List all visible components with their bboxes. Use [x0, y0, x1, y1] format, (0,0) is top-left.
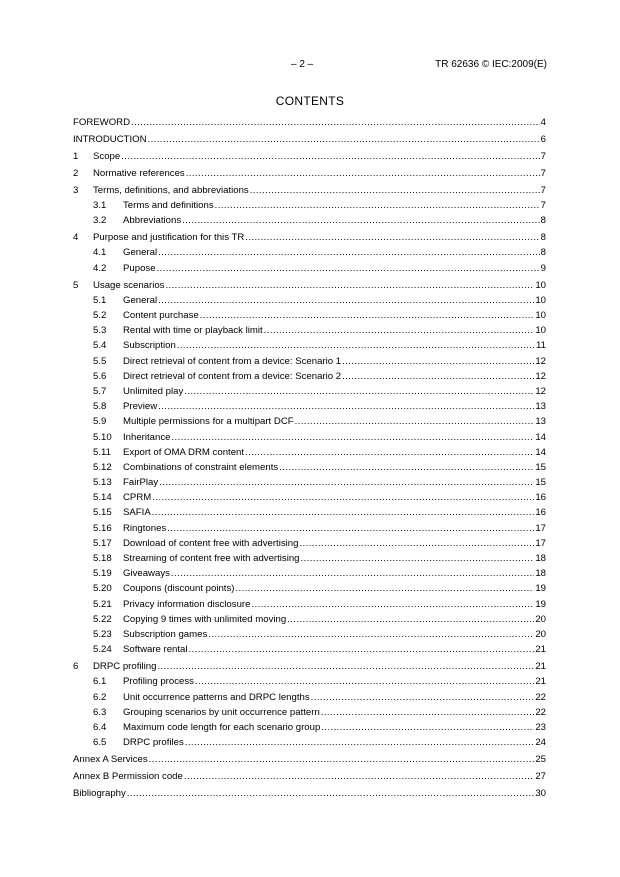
- dot-leader: [171, 432, 534, 443]
- toc-entry-number: 5.7: [93, 385, 107, 397]
- toc-entry-number: 5.9: [93, 416, 107, 428]
- toc-entry-page: 7: [540, 184, 546, 196]
- toc-entry[interactable]: [73, 754, 546, 769]
- dot-leader: [158, 295, 534, 306]
- dot-leader: [342, 371, 534, 382]
- toc-entry-page: 21: [535, 661, 546, 673]
- toc-entry-title: Content purchase: [123, 310, 199, 322]
- toc-entry-number: 2: [73, 167, 79, 179]
- toc-entry-title: Normative references: [93, 167, 185, 179]
- dot-leader: [152, 492, 534, 503]
- toc-entry[interactable]: [73, 492, 546, 507]
- toc-entry-number: 6.5: [93, 737, 107, 749]
- dot-leader: [185, 737, 535, 748]
- toc-entry-page: 4: [540, 117, 546, 128]
- toc-entry-page: 23: [535, 721, 546, 733]
- toc-entry-number: 5.6: [93, 370, 107, 382]
- toc-entry-number: 5.12: [93, 461, 112, 473]
- toc-entry-title: Combinations of constraint elements: [123, 461, 279, 473]
- toc-entry-number: 5.15: [93, 507, 112, 519]
- contents-heading: CONTENTS: [275, 94, 345, 108]
- toc-entry[interactable]: [73, 722, 546, 737]
- toc-entry[interactable]: [73, 523, 546, 538]
- toc-entry[interactable]: [73, 356, 546, 371]
- toc-entry-page: 15: [535, 461, 546, 473]
- toc-entry[interactable]: [73, 310, 546, 325]
- toc-entry-number: 5.10: [93, 431, 112, 443]
- toc-entry-number: 4: [73, 232, 79, 244]
- toc-entry-title: Profiling process: [123, 676, 194, 688]
- toc-entry-number: 5.14: [93, 492, 112, 504]
- toc-entry-number: 6: [73, 661, 79, 673]
- dot-leader: [182, 215, 540, 226]
- toc-entry[interactable]: [73, 117, 546, 132]
- toc-entry-title: Rental with time or playback limit: [123, 325, 263, 337]
- toc-entry-page: 13: [535, 416, 546, 428]
- toc-entry-number: 5.24: [93, 644, 112, 656]
- toc-entry-page: 8: [540, 215, 546, 227]
- toc-entry[interactable]: [73, 200, 546, 215]
- dot-leader: [158, 401, 534, 412]
- toc-entry[interactable]: [73, 507, 546, 522]
- toc-entry-page: 19: [535, 583, 546, 595]
- toc-entry-page: 10: [535, 279, 546, 291]
- toc-entry[interactable]: [73, 416, 546, 431]
- toc-entry-number: 3.1: [93, 200, 107, 212]
- toc-entry-page: 14: [535, 446, 546, 458]
- toc-entry[interactable]: [73, 263, 546, 278]
- toc-entry-title: Download of content free with advertising: [123, 537, 299, 549]
- toc-entry-page: 7: [540, 167, 546, 179]
- toc-entry[interactable]: [73, 151, 546, 166]
- toc-entry-title: Export of OMA DRM content: [123, 446, 245, 458]
- dot-leader: [235, 583, 534, 594]
- toc-entry-number: 5.5: [93, 355, 107, 367]
- dot-leader: [251, 599, 534, 610]
- toc-entry-page: 7: [540, 150, 546, 162]
- dot-leader: [295, 416, 535, 427]
- toc-entry-page: 16: [535, 507, 546, 519]
- toc-entry-number: 3.2: [93, 215, 107, 227]
- toc-entry-page: 20: [535, 628, 546, 640]
- dot-leader: [342, 356, 534, 367]
- toc-entry-title: Direct retrieval of content from a device: Scenario 2: [123, 370, 342, 382]
- toc-entry[interactable]: [73, 629, 546, 644]
- dot-leader: [184, 386, 534, 397]
- dot-leader: [287, 614, 534, 625]
- toc-entry-page: 12: [535, 355, 546, 367]
- dot-leader: [177, 340, 535, 351]
- toc-entry-title: Annex A Services: [73, 754, 148, 766]
- dot-leader: [321, 707, 535, 718]
- toc-entry-page: 6: [540, 133, 546, 145]
- toc-entry-number: 5.18: [93, 553, 112, 565]
- dot-leader: [245, 232, 539, 243]
- dot-leader: [157, 263, 540, 274]
- toc-entry-page: 15: [535, 477, 546, 489]
- dot-leader: [157, 661, 534, 672]
- dot-leader: [311, 692, 535, 703]
- dot-leader: [215, 200, 540, 211]
- toc-entry-page: 20: [535, 613, 546, 625]
- toc-entry-page: 14: [535, 431, 546, 443]
- toc-entry[interactable]: [73, 707, 546, 722]
- toc-entry-page: 10: [535, 294, 546, 306]
- toc-entry-page: 22: [535, 691, 546, 703]
- toc-entry-number: 5.4: [93, 340, 107, 352]
- toc-entry-number: 6.3: [93, 706, 107, 718]
- toc-entry-number: 5.17: [93, 537, 112, 549]
- toc-entry-page: 8: [540, 247, 546, 259]
- toc-entry-title: Unlimited play: [123, 385, 184, 397]
- toc-entry[interactable]: [73, 568, 546, 583]
- toc-entry[interactable]: [73, 614, 546, 629]
- toc-entry-number: 5.19: [93, 568, 112, 580]
- toc-entry-number: 6.1: [93, 676, 107, 688]
- dot-leader: [121, 151, 539, 162]
- toc-entry-page: 7: [540, 200, 546, 212]
- toc-entry-page: 19: [535, 598, 546, 610]
- toc-entry-page: 16: [535, 492, 546, 504]
- toc-entry-title: Bibliography: [73, 788, 126, 800]
- dot-leader: [165, 280, 534, 291]
- page-header: [0, 59, 620, 73]
- toc-entry[interactable]: [73, 168, 546, 183]
- dot-leader: [264, 325, 535, 336]
- toc-entry-page: 10: [535, 310, 546, 322]
- toc-entry-page: 13: [535, 401, 546, 413]
- dot-leader: [301, 553, 535, 564]
- toc-entry[interactable]: [73, 644, 546, 659]
- toc-entry-title: Preview: [123, 401, 158, 413]
- toc-entry-number: 5.20: [93, 583, 112, 595]
- toc-entry-title: Purpose and justification for this TR: [93, 232, 245, 244]
- dot-leader: [245, 447, 534, 458]
- document-reference: TR 62636 © IEC:2009(E): [435, 59, 547, 70]
- toc-entry-number: 5.13: [93, 477, 112, 489]
- toc-entry-title: Software rental: [123, 644, 188, 656]
- dot-leader: [195, 676, 534, 687]
- dot-leader: [131, 117, 540, 128]
- toc-entry-title: FairPlay: [123, 477, 159, 489]
- toc-entry-number: 5.2: [93, 310, 107, 322]
- toc-entry-title: Direct retrieval of content from a device: Scenario 1: [123, 355, 342, 367]
- toc-entry-title: FOREWORD: [73, 117, 131, 128]
- toc-entry-title: Annex B Permission code: [73, 771, 183, 783]
- toc-entry[interactable]: [73, 771, 546, 786]
- toc-entry-page: 27: [535, 771, 546, 783]
- toc-entry-title: Coupons (discount points): [123, 583, 235, 595]
- toc-entry[interactable]: [73, 340, 546, 355]
- toc-entry-title: INTRODUCTION: [73, 133, 147, 145]
- toc-entry-title: Abbreviations: [123, 215, 182, 227]
- toc-entry[interactable]: [73, 553, 546, 568]
- toc-entry[interactable]: [73, 737, 546, 752]
- dot-leader: [299, 538, 534, 549]
- toc-entry-number: 5.8: [93, 401, 107, 413]
- toc-entry-title: Subscription games: [123, 628, 208, 640]
- toc-entry[interactable]: [73, 661, 546, 676]
- toc-entry[interactable]: [73, 295, 546, 310]
- dot-leader: [279, 462, 534, 473]
- toc-entry-page: 21: [535, 676, 546, 688]
- toc-entry-page: 30: [535, 788, 546, 800]
- toc-entry-page: 18: [535, 568, 546, 580]
- dot-leader: [158, 247, 540, 258]
- toc-entry-number: 5.22: [93, 613, 112, 625]
- dot-leader: [159, 477, 534, 488]
- toc-entry-number: 4.2: [93, 262, 107, 274]
- toc-entry-page: 18: [535, 553, 546, 565]
- dot-leader: [149, 754, 535, 765]
- toc-entry[interactable]: [73, 583, 546, 598]
- dot-leader: [200, 310, 535, 321]
- toc-entry-title: Usage scenarios: [93, 279, 165, 291]
- toc-entry-title: General: [123, 247, 158, 259]
- page-number: – 2 –: [291, 59, 314, 70]
- dot-leader: [250, 185, 540, 196]
- toc-entry-page: 24: [535, 737, 546, 749]
- toc-entry-title: DRPC profiles: [123, 737, 184, 749]
- toc-entry[interactable]: [73, 447, 546, 462]
- toc-entry-page: 17: [535, 522, 546, 534]
- toc-entry-page: 25: [535, 754, 546, 766]
- dot-leader: [148, 134, 540, 145]
- toc-entry-page: 21: [535, 644, 546, 656]
- toc-entry-title: Unit occurrence patterns and DRPC lengths: [123, 691, 310, 703]
- toc-entry[interactable]: [73, 538, 546, 553]
- toc-entry-number: 3: [73, 184, 79, 196]
- toc-entry[interactable]: [73, 371, 546, 386]
- toc-entry[interactable]: [73, 325, 546, 340]
- toc-entry-title: Terms and definitions: [123, 200, 214, 212]
- dot-leader: [127, 788, 535, 799]
- toc-entry-title: Terms, definitions, and abbreviations: [93, 184, 249, 196]
- toc-entry-title: Subscription: [123, 340, 176, 352]
- toc-entry-title: Ringtones: [123, 522, 167, 534]
- toc-entry[interactable]: [73, 676, 546, 691]
- toc-entry-number: 5.11: [93, 446, 111, 458]
- toc-entry-number: 6.2: [93, 691, 107, 703]
- toc-entry-number: 1: [73, 150, 79, 162]
- toc-entry[interactable]: [73, 401, 546, 416]
- toc-entry[interactable]: [73, 386, 546, 401]
- toc-entry-page: 12: [535, 370, 546, 382]
- toc-entry-page: 9: [540, 262, 546, 274]
- toc-entry[interactable]: [73, 134, 546, 149]
- dot-leader: [167, 523, 534, 534]
- toc-entry[interactable]: [73, 280, 546, 295]
- toc-entry-title: SAFIA: [123, 507, 151, 519]
- toc-entry-title: Inheritance: [123, 431, 171, 443]
- dot-leader: [186, 168, 540, 179]
- toc-entry-title: Grouping scenarios by unit occurrence pattern: [123, 706, 320, 718]
- toc-entry[interactable]: [73, 477, 546, 492]
- toc-entry-number: 4.1: [93, 247, 107, 259]
- toc-entry-title: Multiple permissions for a multipart DCF: [123, 416, 294, 428]
- toc-entry[interactable]: [73, 232, 546, 247]
- toc-entry-title: Streaming of content free with advertising: [123, 553, 300, 565]
- toc-entry-title: Pupose: [123, 262, 156, 274]
- toc-entry-title: Copying 9 times with unlimited moving: [123, 613, 287, 625]
- toc-entry-title: Giveaways: [123, 568, 170, 580]
- table-of-contents: [73, 117, 546, 803]
- toc-entry-title: Privacy information disclosure: [123, 598, 251, 610]
- dot-leader: [189, 644, 535, 655]
- toc-entry-number: 5.21: [93, 598, 112, 610]
- dot-leader: [321, 722, 534, 733]
- dot-leader: [171, 568, 534, 579]
- toc-entry-title: DRPC profiling: [93, 661, 157, 673]
- toc-entry-number: 5.23: [93, 628, 112, 640]
- toc-entry[interactable]: [73, 692, 546, 707]
- toc-entry[interactable]: [73, 247, 546, 262]
- toc-entry-page: 22: [535, 706, 546, 718]
- toc-entry-number: 5: [73, 279, 79, 291]
- toc-entry-number: 5.16: [93, 522, 112, 534]
- toc-entry[interactable]: [73, 215, 546, 230]
- toc-entry-page: 17: [535, 537, 546, 549]
- toc-entry-page: 11: [536, 340, 546, 352]
- toc-entry[interactable]: [73, 462, 546, 477]
- toc-entry-title: Scope: [93, 150, 121, 162]
- toc-entry-number: 5.1: [93, 294, 107, 306]
- toc-entry-title: General: [123, 294, 158, 306]
- toc-entry-page: 10: [535, 325, 546, 337]
- toc-entry-page: 12: [535, 385, 546, 397]
- toc-entry[interactable]: [73, 599, 546, 614]
- toc-entry-number: 6.4: [93, 721, 107, 733]
- toc-entry[interactable]: [73, 788, 546, 803]
- toc-entry[interactable]: [73, 432, 546, 447]
- toc-entry-number: 5.3: [93, 325, 107, 337]
- toc-entry-title: CPRM: [123, 492, 152, 504]
- toc-entry-page: 8: [540, 232, 546, 244]
- dot-leader: [208, 629, 534, 640]
- toc-entry[interactable]: [73, 185, 546, 200]
- dot-leader: [184, 771, 534, 782]
- toc-entry-title: Maximum code length for each scenario group: [123, 721, 321, 733]
- dot-leader: [152, 507, 535, 518]
